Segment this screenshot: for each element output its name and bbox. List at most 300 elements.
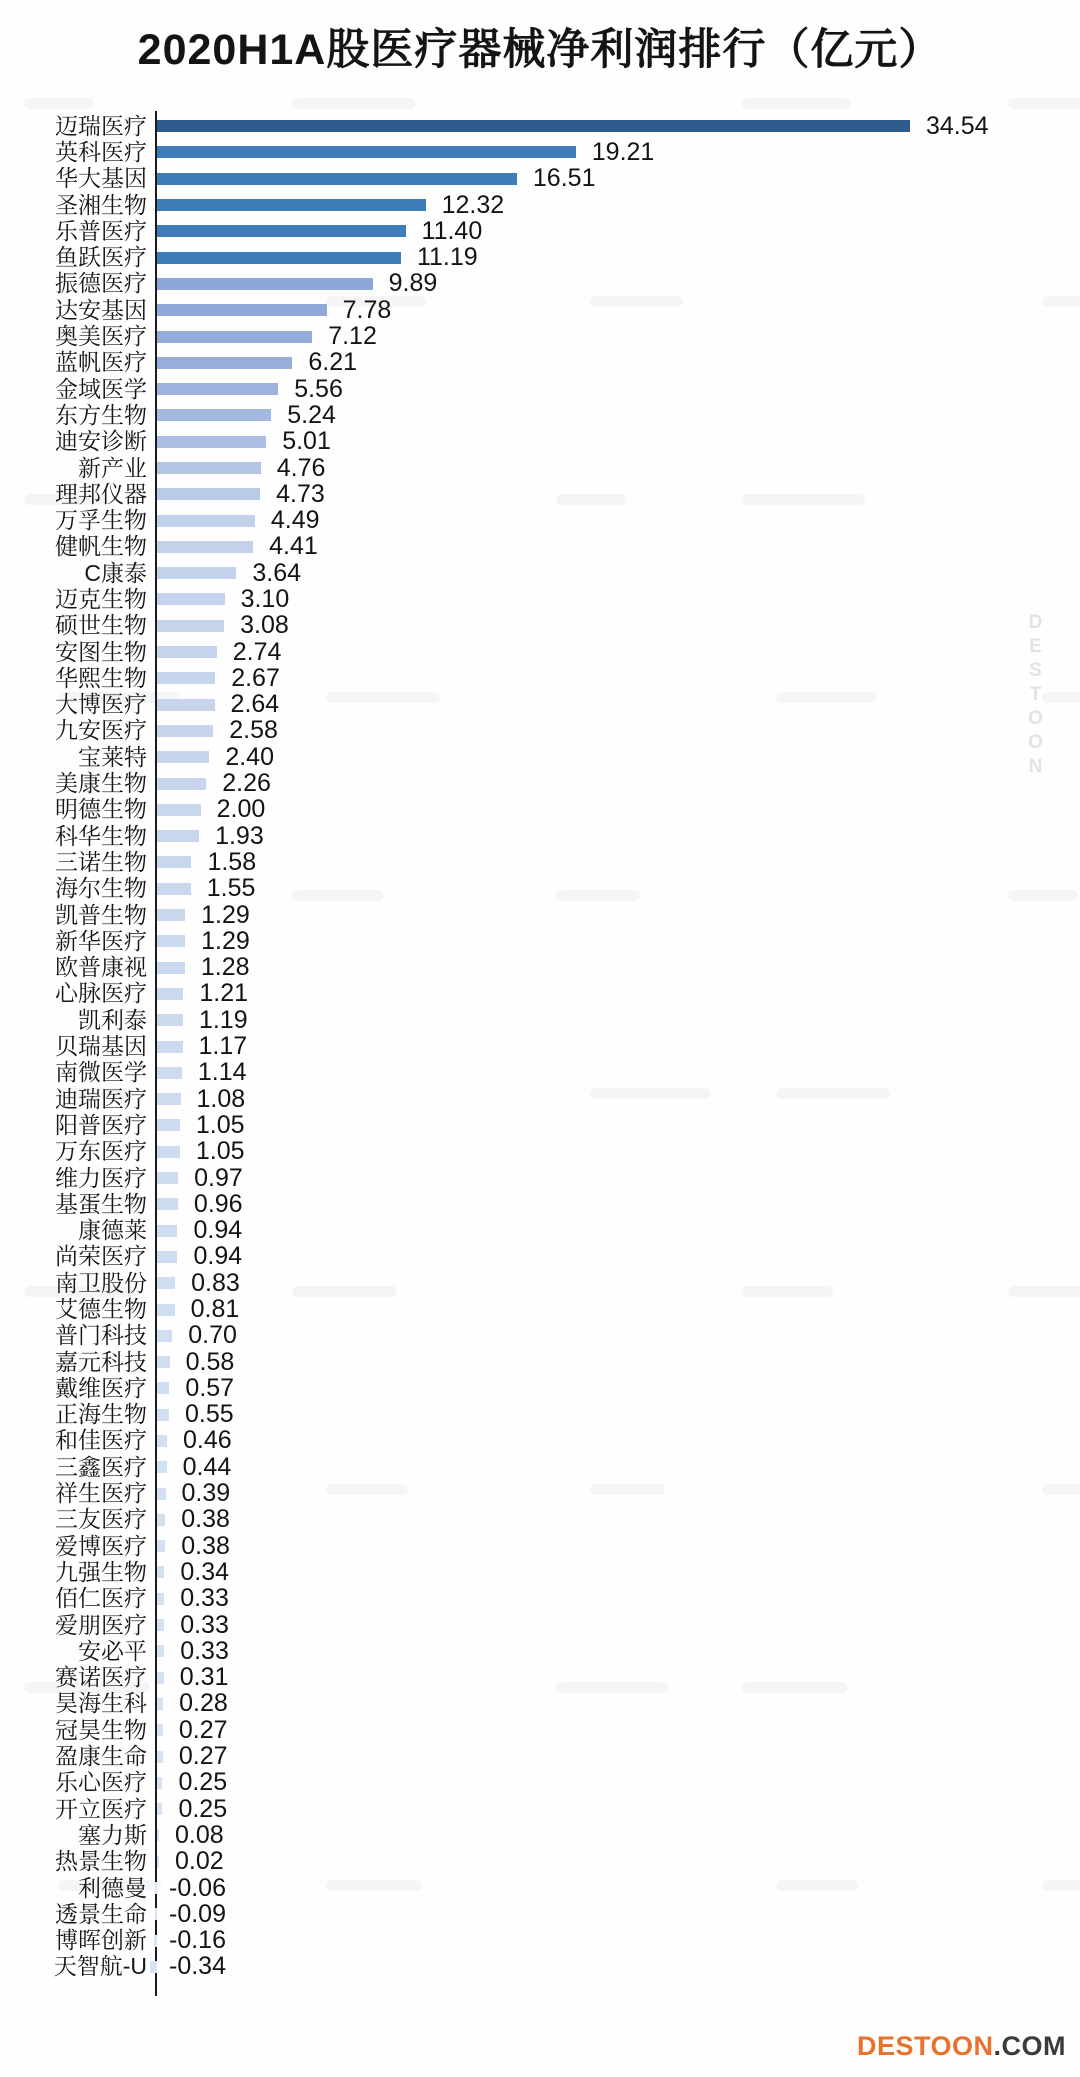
value-bar [157, 804, 201, 816]
value-bar [157, 541, 253, 553]
bar-row [0, 166, 1080, 192]
value-label: 3.64 [252, 558, 302, 587]
category-label: 安必平 [78, 1637, 147, 1664]
bar-track [157, 1163, 1080, 1192]
value-label: 1.19 [198, 1005, 248, 1034]
category-label: 宝莱特 [78, 743, 147, 770]
value-bar [157, 1593, 164, 1605]
bar-track [157, 1060, 1080, 1085]
value-bar [157, 567, 236, 579]
category-label: 硕世生物 [55, 612, 147, 639]
value-bar [157, 1014, 183, 1026]
value-label: 16.51 [532, 164, 596, 193]
bar-row [0, 192, 1080, 218]
value-bar [157, 909, 185, 921]
value-label: 0.96 [193, 1189, 243, 1218]
category-label: 华熙生物 [55, 664, 147, 691]
value-bar [157, 146, 576, 158]
category-label: 南微医学 [55, 1059, 147, 1086]
bar-track [157, 1715, 1080, 1744]
value-label: 1.21 [199, 979, 249, 1008]
value-label: 0.70 [188, 1321, 237, 1350]
bar-track [157, 216, 1080, 245]
bar-row [0, 1060, 1080, 1086]
bar-track [157, 1820, 1080, 1849]
bar-track [157, 350, 1080, 375]
bar-row [0, 613, 1080, 639]
bar-row [0, 1822, 1080, 1848]
bar-row [0, 1875, 1080, 1901]
bar-track [157, 1954, 1080, 1979]
value-bar [157, 1382, 169, 1394]
value-label: 0.94 [193, 1242, 243, 1271]
value-label: 11.19 [416, 243, 478, 272]
bar-row [0, 1743, 1080, 1769]
value-bar [157, 199, 426, 211]
category-label: 新产业 [78, 454, 147, 481]
bar-track [157, 1244, 1080, 1269]
category-label: 金域医学 [55, 375, 147, 402]
bar-row [0, 1191, 1080, 1217]
bar-track [157, 1691, 1080, 1716]
bar-track [157, 1557, 1080, 1586]
value-label: 1.29 [201, 926, 250, 955]
bar-row [0, 823, 1080, 849]
value-label: 0.94 [193, 1216, 243, 1245]
value-bar [157, 1777, 162, 1789]
bar-row [0, 1927, 1080, 1953]
value-label: 1.93 [215, 821, 264, 850]
bar-track [157, 1268, 1080, 1297]
bar-row [0, 402, 1080, 428]
bar-track [157, 324, 1080, 349]
value-bar [157, 1619, 164, 1631]
bar-row [0, 1507, 1080, 1533]
value-label: 4.73 [276, 479, 325, 508]
bar-row [0, 1954, 1080, 1980]
bar-track [157, 692, 1080, 717]
value-bar [157, 357, 292, 369]
bar-track [157, 955, 1080, 980]
category-label: C康泰 [84, 559, 147, 586]
value-bar [157, 1198, 178, 1210]
value-label: 34.54 [925, 111, 989, 140]
value-label: 1.05 [195, 1137, 245, 1166]
value-label: -0.34 [169, 1952, 226, 1981]
value-label: 0.33 [180, 1636, 229, 1665]
bar-row [0, 1375, 1080, 1401]
bar-row [0, 218, 1080, 244]
category-label: 维力医疗 [55, 1164, 147, 1191]
value-bar [157, 1067, 182, 1079]
value-label: 0.58 [185, 1347, 235, 1376]
bar-track [157, 1849, 1080, 1874]
value-bar [157, 1330, 172, 1342]
bar-row [0, 902, 1080, 928]
category-label: 赛诺医疗 [55, 1664, 147, 1691]
bar-row [0, 665, 1080, 691]
bar-track [157, 453, 1080, 482]
category-label: 振德医疗 [55, 270, 147, 297]
value-bar [157, 856, 191, 868]
bar-track [157, 1665, 1080, 1690]
bar-track [157, 1899, 1080, 1928]
bar-row [0, 1165, 1080, 1191]
value-label: -0.06 [169, 1873, 226, 1902]
bar-row [0, 1638, 1080, 1664]
value-label: 2.67 [231, 663, 280, 692]
value-bar [157, 778, 206, 790]
value-bar [150, 1961, 157, 1973]
bar-track [157, 1323, 1080, 1348]
background-smudge [1008, 98, 1080, 109]
chart-title: 2020H1A股医疗器械净利润排行（亿元） [137, 26, 943, 74]
value-bar [157, 1146, 180, 1158]
category-label: 三鑫医疗 [55, 1453, 147, 1480]
bar-row [0, 1270, 1080, 1296]
bar-row [0, 1296, 1080, 1322]
category-label: 天智航-U [53, 1953, 147, 1980]
category-label: 利德曼 [78, 1874, 147, 1901]
value-bar [157, 173, 517, 185]
value-label: 2.74 [232, 637, 282, 666]
bar-row [0, 1033, 1080, 1059]
value-bar [157, 304, 327, 316]
bar-track [157, 190, 1080, 219]
bar-row [0, 507, 1080, 533]
category-label: 南卫股份 [55, 1269, 147, 1296]
value-label: 6.21 [308, 348, 358, 377]
value-label: 0.44 [182, 1452, 232, 1481]
footer-watermark [857, 2031, 1066, 2062]
bar-row [0, 481, 1080, 507]
bar-track [157, 1610, 1080, 1639]
value-bar [157, 620, 224, 632]
bar-track [157, 771, 1080, 796]
bar-row [0, 981, 1080, 1007]
category-label: 尚荣医疗 [55, 1243, 147, 1270]
bar-track [157, 1218, 1080, 1243]
value-bar [157, 1514, 165, 1526]
value-bar [157, 409, 271, 421]
category-label: 鱼跃医疗 [55, 244, 147, 271]
bar-row [0, 1323, 1080, 1349]
bar-track [157, 1586, 1080, 1611]
category-label: 基蛋生物 [55, 1190, 147, 1217]
bar-track [157, 1005, 1080, 1034]
value-bar [157, 1566, 164, 1578]
bar-row [0, 1428, 1080, 1454]
category-label: 健帆生物 [55, 533, 147, 560]
value-label: 0.25 [178, 1768, 228, 1797]
category-label: 三诺生物 [55, 848, 147, 875]
category-label: 美康生物 [55, 770, 147, 797]
value-label: 1.14 [197, 1058, 247, 1087]
bar-track [157, 821, 1080, 850]
bar-row [0, 1139, 1080, 1165]
value-label: -0.16 [169, 1926, 226, 1955]
value-bar [157, 488, 260, 500]
value-bar [157, 1435, 167, 1447]
value-bar [157, 1724, 163, 1736]
bar-row [0, 1901, 1080, 1927]
bar-track [157, 137, 1080, 166]
value-label: 4.49 [270, 506, 320, 535]
bar-row [0, 350, 1080, 376]
bar-track [157, 1636, 1080, 1665]
bar-track [157, 534, 1080, 559]
value-bar [157, 1856, 159, 1868]
value-label: 0.38 [181, 1505, 230, 1534]
value-bar [157, 1461, 167, 1473]
category-label: 心脉医疗 [55, 980, 147, 1007]
value-label: 3.10 [240, 584, 290, 613]
value-bar [157, 830, 199, 842]
bar-track [157, 245, 1080, 270]
value-bar [157, 1304, 175, 1316]
category-label: 蓝帆医疗 [55, 349, 147, 376]
bar-track [157, 479, 1080, 508]
value-bar [155, 1908, 157, 1920]
footer-watermark-suffix: .COM [993, 2031, 1066, 2061]
value-bar [157, 699, 215, 711]
category-label: 贝瑞基因 [55, 1033, 147, 1060]
bar-row [0, 1691, 1080, 1717]
value-label: 0.34 [180, 1557, 230, 1586]
value-bar [157, 1172, 178, 1184]
category-label: 乐普医疗 [55, 217, 147, 244]
value-bar [157, 1041, 183, 1053]
value-label: 2.58 [229, 716, 278, 745]
bar-row [0, 323, 1080, 349]
bar-track [157, 847, 1080, 876]
bar-row [0, 639, 1080, 665]
value-label: 1.29 [201, 900, 250, 929]
bar-row [0, 244, 1080, 270]
value-label: 0.27 [178, 1715, 228, 1744]
bar-row [0, 455, 1080, 481]
value-bar [157, 646, 217, 658]
category-label: 佰仁医疗 [55, 1585, 147, 1612]
bar-row [0, 849, 1080, 875]
category-label: 阳普医疗 [55, 1111, 147, 1138]
value-label: 0.28 [179, 1689, 228, 1718]
category-label: 海尔生物 [55, 875, 147, 902]
value-label: 1.17 [198, 1032, 248, 1061]
value-label: 0.33 [180, 1610, 229, 1639]
category-label: 凯普生物 [55, 901, 147, 928]
value-bar [157, 962, 185, 974]
bar-track [157, 1794, 1080, 1823]
value-label: 0.02 [175, 1847, 224, 1876]
bar-track [157, 584, 1080, 613]
bar-row [0, 718, 1080, 744]
value-label: 1.55 [206, 874, 256, 903]
bar-row [0, 692, 1080, 718]
value-bar [157, 1093, 181, 1105]
value-bar [157, 883, 191, 895]
bar-track [157, 1297, 1080, 1322]
category-label: 达安基因 [55, 296, 147, 323]
value-bar [157, 331, 312, 343]
value-label: 0.25 [178, 1794, 228, 1823]
value-bar [157, 1356, 170, 1368]
value-bar [157, 515, 255, 527]
category-label: 凯利泰 [78, 1006, 147, 1033]
bar-row [0, 1402, 1080, 1428]
category-label: 和佳医疗 [55, 1427, 147, 1454]
category-label: 英科医疗 [55, 138, 147, 165]
value-label: 11.40 [421, 216, 483, 245]
bar-row [0, 876, 1080, 902]
bar-track [157, 637, 1080, 666]
bar-chart [0, 113, 1080, 1980]
category-label: 九强生物 [55, 1558, 147, 1585]
bar-track [157, 1084, 1080, 1113]
category-label: 祥生医疗 [55, 1480, 147, 1507]
value-label: 4.41 [269, 532, 318, 561]
category-label: 圣湘生物 [55, 191, 147, 218]
value-label: 7.78 [342, 295, 392, 324]
value-bar [157, 436, 266, 448]
bar-row [0, 928, 1080, 954]
bar-row [0, 1454, 1080, 1480]
value-bar [157, 383, 278, 395]
category-label: 爱朋医疗 [55, 1611, 147, 1638]
category-label: 冠昊生物 [55, 1716, 147, 1743]
category-label: 东方生物 [55, 401, 147, 428]
value-bar [157, 1672, 164, 1684]
value-bar [157, 1645, 164, 1657]
bar-row [0, 586, 1080, 612]
category-label: 康德莱 [78, 1217, 147, 1244]
bar-row [0, 1480, 1080, 1506]
background-smudge [24, 98, 94, 109]
value-bar [157, 1698, 163, 1710]
bar-row [0, 1244, 1080, 1270]
bar-row [0, 1217, 1080, 1243]
category-label: 欧普康视 [55, 954, 147, 981]
background-smudge [292, 98, 415, 109]
bar-row [0, 744, 1080, 770]
value-bar [155, 1882, 157, 1894]
category-label: 爱博医疗 [55, 1532, 147, 1559]
bar-row [0, 1586, 1080, 1612]
value-label: 0.55 [184, 1400, 234, 1429]
category-label: 华大基因 [55, 165, 147, 192]
bar-track [157, 797, 1080, 822]
bar-track [157, 876, 1080, 901]
value-bar [157, 988, 183, 1000]
category-label: 博晖创新 [55, 1927, 147, 1954]
category-label: 万东医疗 [55, 1138, 147, 1165]
bar-track [157, 742, 1080, 771]
bar-track [157, 981, 1080, 1006]
category-label: 正海生物 [55, 1401, 147, 1428]
bar-row [0, 429, 1080, 455]
value-label: 0.27 [178, 1742, 228, 1771]
category-label: 三友医疗 [55, 1506, 147, 1533]
bar-row [0, 271, 1080, 297]
value-label: 0.81 [190, 1295, 240, 1323]
bar-row [0, 139, 1080, 165]
bar-track [157, 271, 1080, 296]
value-label: 9.89 [388, 269, 438, 298]
side-watermark: DESTOON [1025, 612, 1046, 780]
value-label: 12.32 [441, 190, 505, 219]
value-bar [154, 1935, 157, 1947]
category-label: 安图生物 [55, 638, 147, 665]
bar-row [0, 1612, 1080, 1638]
value-label: 5.24 [287, 400, 336, 429]
value-label: 1.05 [195, 1110, 245, 1139]
category-label: 新华医疗 [55, 927, 147, 954]
category-label: 乐心医疗 [55, 1769, 147, 1796]
value-label: 2.40 [225, 742, 274, 771]
value-bar [157, 751, 209, 763]
bar-row [0, 376, 1080, 402]
category-label: 奥美医疗 [55, 323, 147, 350]
category-label: 盈康生命 [55, 1743, 147, 1770]
bar-track [157, 1770, 1080, 1795]
value-bar [157, 593, 225, 605]
value-bar [157, 462, 261, 474]
bar-track [157, 926, 1080, 955]
category-label: 昊海生科 [55, 1690, 147, 1717]
bar-track [157, 111, 1080, 140]
value-label: -0.09 [169, 1899, 226, 1928]
value-bar [157, 278, 373, 290]
value-bar [157, 252, 401, 264]
bar-track [157, 1139, 1080, 1164]
category-label: 九安医疗 [55, 717, 147, 744]
value-label: 0.33 [180, 1584, 229, 1613]
category-label: 科华生物 [55, 822, 147, 849]
value-label: 4.76 [276, 453, 326, 482]
value-label: 19.21 [591, 137, 655, 166]
value-label: 0.97 [194, 1163, 243, 1192]
value-bar [157, 225, 406, 237]
value-label: 1.08 [196, 1084, 246, 1113]
bar-track [157, 613, 1080, 638]
bar-track [157, 1481, 1080, 1506]
value-bar [157, 1225, 177, 1237]
bar-track [157, 1452, 1080, 1481]
value-label: 3.08 [240, 611, 289, 640]
category-label: 大博医疗 [55, 691, 147, 718]
bar-track [157, 1744, 1080, 1769]
bar-track [157, 508, 1080, 533]
bar-row [0, 955, 1080, 981]
bar-row [0, 797, 1080, 823]
value-label: 2.64 [230, 690, 280, 719]
value-bar [157, 1119, 180, 1131]
bar-track [157, 663, 1080, 692]
value-bar [157, 1540, 165, 1552]
bar-track [157, 1402, 1080, 1427]
bar-track [157, 1531, 1080, 1560]
bar-track [157, 1428, 1080, 1453]
value-label: 1.28 [200, 953, 250, 982]
bar-row [0, 113, 1080, 139]
bar-track [157, 1873, 1080, 1902]
value-bar [157, 1251, 177, 1263]
category-label: 迈瑞医疗 [55, 112, 147, 139]
bar-track [157, 1507, 1080, 1532]
value-label: 7.12 [328, 322, 377, 351]
bar-row [0, 1086, 1080, 1112]
value-bar [157, 725, 213, 737]
